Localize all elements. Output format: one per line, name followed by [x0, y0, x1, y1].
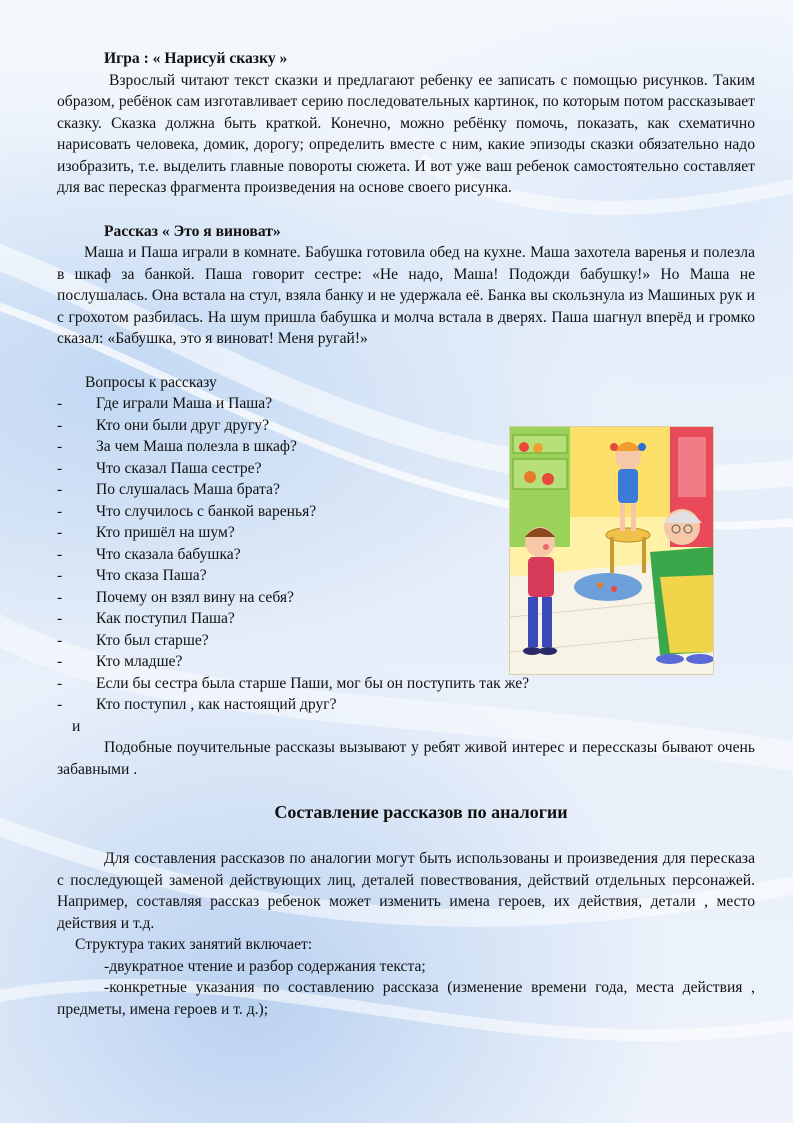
- list-item: - Как поступил Паша?: [57, 610, 235, 627]
- structure-item-1: -двукратное чтение и разбор содержания текста;: [104, 957, 426, 975]
- list-item: - Что сказала бабушка?: [57, 545, 241, 563]
- list-item: - По слушалась Маша брата?: [57, 481, 280, 498]
- section-title-analogy: Составление рассказов по аналогии: [274, 802, 568, 822]
- structure-item-2: -конкретные указания по составлению рассказа (изменение времени года, места действия , предметы, имена героев и т. д.);: [57, 979, 755, 1018]
- list-item: - Кто пришёл на шум?: [57, 524, 235, 541]
- list-item: - Что случилось с банкой варенья?: [57, 502, 317, 520]
- list-item: - Что сказал Паша сестре?: [57, 459, 262, 477]
- questions-heading: Вопросы к рассказу: [85, 373, 217, 391]
- story-text: Маша и Паша играли в комнате. Бабушка готовила обед на кухне. Маша захотела варенья и полезла в шкаф за банкой. Паша говорит сестре: «Не надо, Маша! Подожди бабушку!» Но Маша не послушалась. Она встала на стул, взяла банку и не удержала её. Банка вы скользнула из Машиных рук и с грохотом разбилась. На шум пришла бабушка и молча встала в дверях. Паша шагнул вперёд и громко сказал: «Бабушка, это я виноват! Меня ругай!»: [57, 244, 755, 347]
- section-title-story: Рассказ « Это я виноват»: [104, 222, 281, 240]
- list-item: - Кто был старше?: [57, 631, 209, 649]
- list-item: - За чем Маша полезла в шкаф?: [57, 438, 297, 455]
- section-title-draw-tale: Игра : « Нарисуй сказку »: [104, 50, 288, 67]
- list-item: - Кто поступил , как настоящий друг?: [57, 696, 337, 713]
- list-item: - Что сказа Паша?: [57, 567, 207, 584]
- list-item: - Кто младше?: [57, 653, 183, 670]
- list-item: - Если бы сестра была старше Паши, мог бы он поступить так же?: [57, 674, 530, 692]
- list-item: - Где играли Маша и Паша?: [57, 395, 273, 412]
- analogy-text: Для составления рассказов по аналогии могут быть использованы и произведения для пересказа с последующей заменой действующих лиц, деталей повествования, действий отдельных персонажей. Например, составляя рассказ ребенок может изменить имена героев, их действия, детали , место действия и т.д.: [57, 850, 755, 932]
- list-item: - Кто они были друг другу?: [57, 416, 269, 434]
- conclusion-text: Подобные поучительные рассказы вызывают у ребят живой интерес и пересcказы бывают очень забавными .: [57, 739, 755, 778]
- stray-letter: и: [72, 717, 81, 735]
- story-illustration: [509, 426, 714, 675]
- section-text-draw-tale: Взрослый читают текст сказки и предлагают ребенку ее записать с помощью рисунков. Таким образом, ребёнок сам изготавливает серию последовательных картинок, по которым потом рассказывает сказку. Сказка должна быть краткой. Конечно, можно ребёнку помочь, показать, как схематично нарисовать человека, домик, дорогу; определить вместе с ним, какие эпизоды сказки обязательно надо изобразить, т.е. выделить главные повороты сюжета. И вот уже ваш ребенок самостоятельно составляет для вас пересказ фрагмента произведения на основе своего рисунка.: [57, 71, 755, 196]
- list-item: - Почему он взял вину на себя?: [57, 588, 294, 606]
- structure-text: Структура таких занятий включает:: [75, 936, 313, 953]
